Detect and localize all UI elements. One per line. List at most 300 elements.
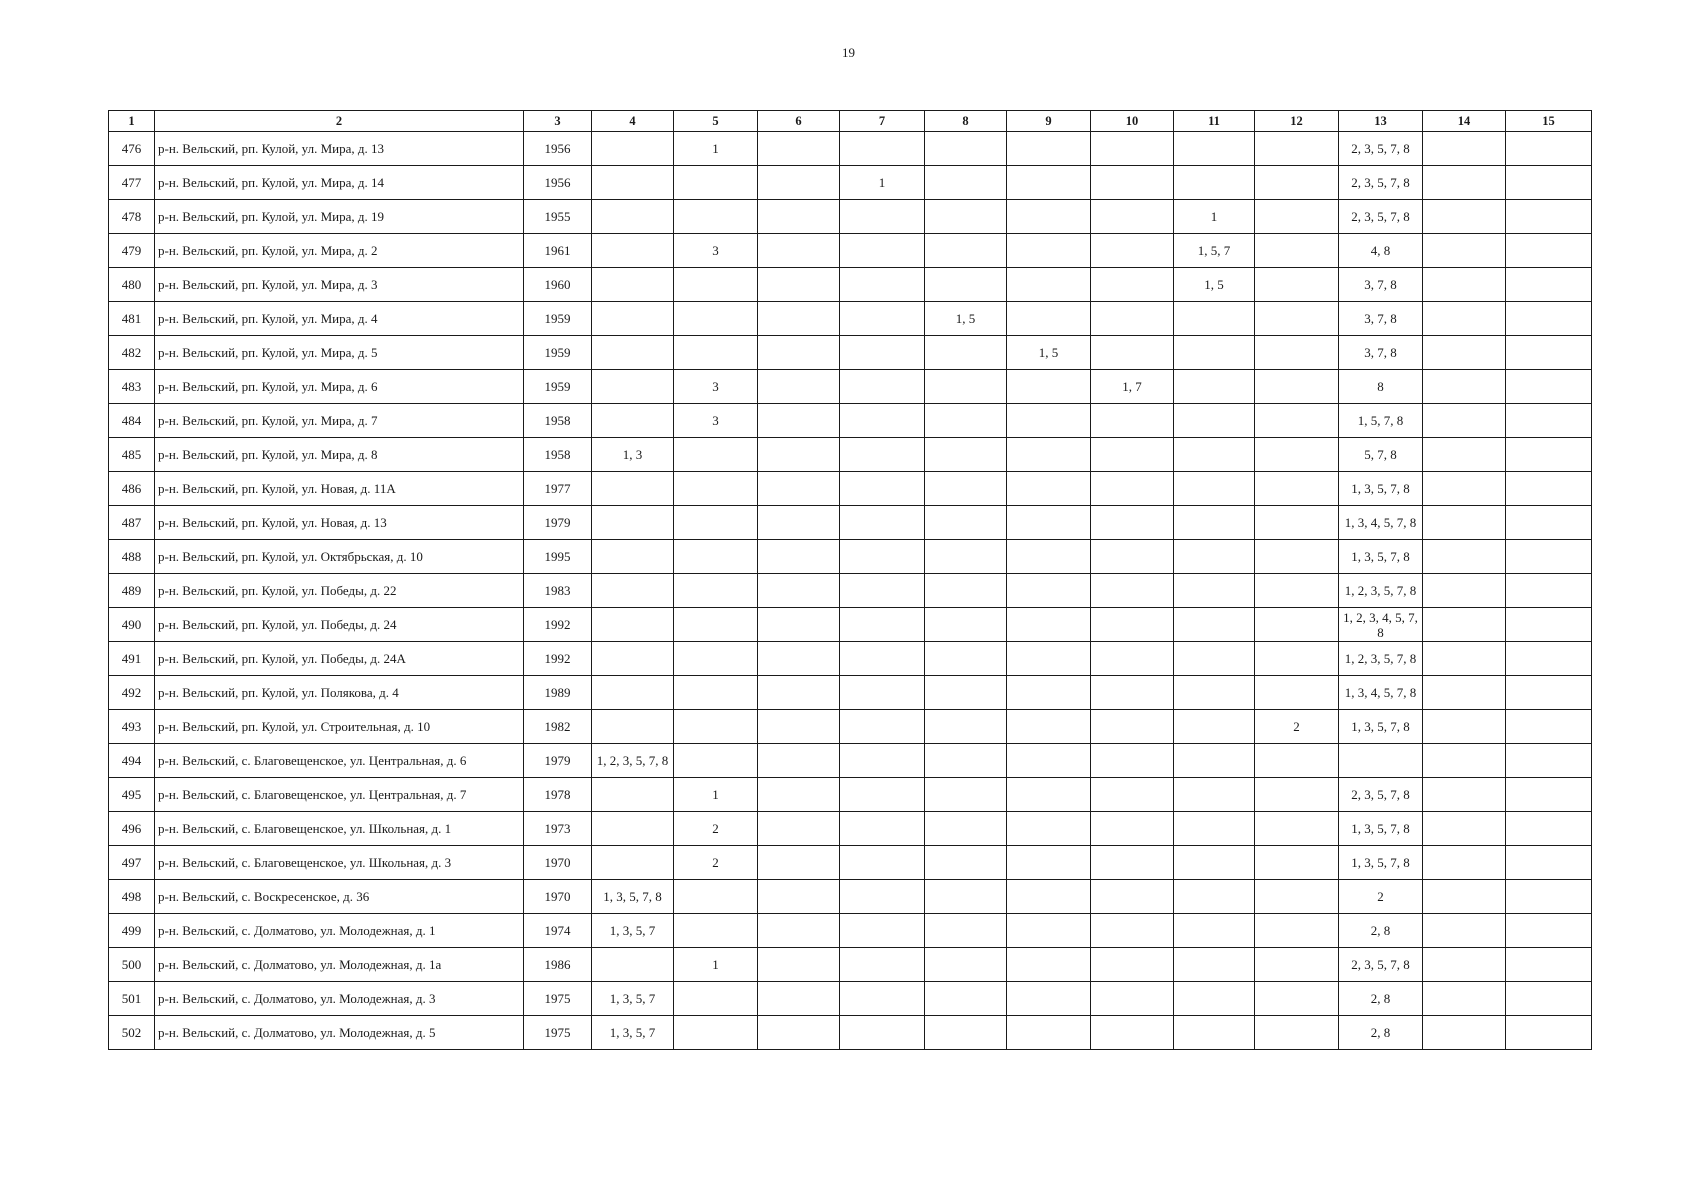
- table-cell: [1506, 200, 1592, 234]
- table-cell: [1506, 846, 1592, 880]
- table-cell: [758, 676, 840, 710]
- table-cell: [1007, 812, 1091, 846]
- table-cell: [1506, 472, 1592, 506]
- table-cell: 1, 3, 5, 7: [592, 914, 674, 948]
- table-cell: [1423, 370, 1506, 404]
- table-cell: [925, 370, 1007, 404]
- row-number-cell: 482: [109, 336, 155, 370]
- table-cell: [1255, 846, 1339, 880]
- table-cell: [674, 438, 758, 472]
- year-cell: 1975: [524, 1016, 592, 1050]
- table-cell: [1174, 472, 1255, 506]
- row-number-cell: 483: [109, 370, 155, 404]
- table-cell: 2: [1255, 710, 1339, 744]
- table-cell: 1, 3, 5, 7, 8: [1339, 540, 1423, 574]
- table-cell: [1423, 472, 1506, 506]
- column-header-12: 12: [1255, 111, 1339, 132]
- table-cell: 1, 2, 3, 5, 7, 8: [1339, 574, 1423, 608]
- table-cell: [1423, 438, 1506, 472]
- row-number-cell: 488: [109, 540, 155, 574]
- table-row: [109, 234, 1592, 268]
- table-cell: [758, 336, 840, 370]
- table-cell: [925, 574, 1007, 608]
- table-cell: [1506, 744, 1592, 778]
- table-cell: [592, 336, 674, 370]
- table-cell: [1506, 268, 1592, 302]
- row-number-cell: 476: [109, 132, 155, 166]
- table-row: [109, 302, 1592, 336]
- table-cell: [1255, 472, 1339, 506]
- row-number-cell: 496: [109, 812, 155, 846]
- table-cell: [840, 914, 925, 948]
- table-cell: [1007, 608, 1091, 642]
- table-cell: [1174, 982, 1255, 1016]
- address-cell: р-н. Вельский, рп. Кулой, ул. Мира, д. 14: [155, 166, 524, 200]
- column-header-10: 10: [1091, 111, 1174, 132]
- row-number-cell: 499: [109, 914, 155, 948]
- year-cell: 1958: [524, 404, 592, 438]
- table-cell: [1174, 608, 1255, 642]
- year-cell: 1970: [524, 846, 592, 880]
- table-cell: 2: [674, 812, 758, 846]
- table-cell: [1174, 846, 1255, 880]
- table-cell: [840, 574, 925, 608]
- table-cell: 2, 3, 5, 7, 8: [1339, 948, 1423, 982]
- year-cell: 1959: [524, 370, 592, 404]
- table-cell: [840, 336, 925, 370]
- address-cell: р-н. Вельский, рп. Кулой, ул. Новая, д. 13: [155, 506, 524, 540]
- address-cell: р-н. Вельский, с. Благовещенское, ул. Центральная, д. 7: [155, 778, 524, 812]
- address-cell: р-н. Вельский, рп. Кулой, ул. Мира, д. 5: [155, 336, 524, 370]
- address-cell: р-н. Вельский, рп. Кулой, ул. Мира, д. 8: [155, 438, 524, 472]
- table-row: [109, 200, 1592, 234]
- table-cell: [674, 642, 758, 676]
- table-cell: [1506, 778, 1592, 812]
- table-row: [109, 370, 1592, 404]
- row-number-cell: 489: [109, 574, 155, 608]
- table-cell: [758, 608, 840, 642]
- table-cell: [674, 540, 758, 574]
- table-cell: [1506, 506, 1592, 540]
- table-cell: [758, 132, 840, 166]
- table-cell: [674, 914, 758, 948]
- table-cell: 1, 3, 5, 7, 8: [592, 880, 674, 914]
- year-cell: 1956: [524, 132, 592, 166]
- table-cell: [1174, 370, 1255, 404]
- table-cell: 2, 8: [1339, 1016, 1423, 1050]
- table-cell: [758, 472, 840, 506]
- table-cell: 1, 5: [925, 302, 1007, 336]
- table-cell: [758, 302, 840, 336]
- table-cell: [1091, 166, 1174, 200]
- table-cell: [592, 132, 674, 166]
- table-cell: [1506, 812, 1592, 846]
- header-row: [109, 111, 1592, 132]
- table-cell: [1091, 506, 1174, 540]
- table-cell: [758, 914, 840, 948]
- housing-table: [108, 110, 1592, 1050]
- table-cell: 2: [1339, 880, 1423, 914]
- table-cell: [1007, 166, 1091, 200]
- table-cell: [840, 472, 925, 506]
- address-cell: р-н. Вельский, рп. Кулой, ул. Победы, д. 24А: [155, 642, 524, 676]
- table-cell: [925, 948, 1007, 982]
- year-cell: 1992: [524, 608, 592, 642]
- table-cell: 2: [674, 846, 758, 880]
- table-cell: [840, 880, 925, 914]
- table-cell: [840, 234, 925, 268]
- row-number-cell: 497: [109, 846, 155, 880]
- table-cell: [592, 574, 674, 608]
- row-number-cell: 501: [109, 982, 155, 1016]
- table-cell: [1007, 506, 1091, 540]
- table-cell: [1255, 200, 1339, 234]
- table-cell: [1255, 438, 1339, 472]
- table-cell: [1007, 404, 1091, 438]
- year-cell: 1995: [524, 540, 592, 574]
- table-cell: [1423, 914, 1506, 948]
- table-cell: [758, 574, 840, 608]
- table-cell: [1091, 914, 1174, 948]
- column-header-1: 1: [109, 111, 155, 132]
- table-cell: [1423, 506, 1506, 540]
- address-cell: р-н. Вельский, рп. Кулой, ул. Октябрьская, д. 10: [155, 540, 524, 574]
- column-header-15: 15: [1506, 111, 1592, 132]
- row-number-cell: 498: [109, 880, 155, 914]
- table-cell: [1174, 506, 1255, 540]
- table-cell: [1091, 812, 1174, 846]
- table-cell: [1506, 336, 1592, 370]
- year-cell: 1989: [524, 676, 592, 710]
- table-cell: [1423, 744, 1506, 778]
- table-row: [109, 880, 1592, 914]
- table-cell: [840, 744, 925, 778]
- table-cell: [1423, 166, 1506, 200]
- table-cell: [1423, 1016, 1506, 1050]
- column-header-2: 2: [155, 111, 524, 132]
- table-cell: [674, 472, 758, 506]
- table-cell: 1, 5, 7: [1174, 234, 1255, 268]
- table-cell: 1, 2, 3, 4, 5, 7, 8: [1339, 608, 1423, 642]
- table-cell: [1506, 302, 1592, 336]
- table-cell: [1091, 676, 1174, 710]
- table-cell: [1007, 200, 1091, 234]
- table-cell: [1506, 982, 1592, 1016]
- year-cell: 1970: [524, 880, 592, 914]
- table-row: [109, 472, 1592, 506]
- row-number-cell: 494: [109, 744, 155, 778]
- table-cell: 5, 7, 8: [1339, 438, 1423, 472]
- table-cell: [925, 132, 1007, 166]
- table-cell: [1091, 846, 1174, 880]
- table-cell: [1255, 574, 1339, 608]
- table-cell: [925, 982, 1007, 1016]
- column-header-4: 4: [592, 111, 674, 132]
- address-cell: р-н. Вельский, рп. Кулой, ул. Мира, д. 7: [155, 404, 524, 438]
- table-row: [109, 336, 1592, 370]
- table-cell: [1423, 234, 1506, 268]
- table-cell: [840, 404, 925, 438]
- column-header-8: 8: [925, 111, 1007, 132]
- row-number-cell: 500: [109, 948, 155, 982]
- table-cell: [1007, 914, 1091, 948]
- table-cell: [1255, 506, 1339, 540]
- table-cell: [1255, 948, 1339, 982]
- table-cell: [1174, 778, 1255, 812]
- year-cell: 1978: [524, 778, 592, 812]
- table-cell: [1091, 642, 1174, 676]
- table-cell: [1506, 132, 1592, 166]
- table-cell: [840, 676, 925, 710]
- table-cell: [1174, 710, 1255, 744]
- table-cell: 1, 7: [1091, 370, 1174, 404]
- address-cell: р-н. Вельский, с. Благовещенское, ул. Центральная, д. 6: [155, 744, 524, 778]
- table-cell: [1091, 540, 1174, 574]
- table-cell: 1, 3, 5, 7: [592, 1016, 674, 1050]
- table-row: [109, 982, 1592, 1016]
- table-cell: [674, 166, 758, 200]
- table-row: [109, 812, 1592, 846]
- table-cell: [1007, 540, 1091, 574]
- table-cell: 1, 3, 5, 7, 8: [1339, 472, 1423, 506]
- table-cell: [1007, 234, 1091, 268]
- table-cell: [1255, 812, 1339, 846]
- table-cell: [1506, 438, 1592, 472]
- table-cell: 1, 3, 5, 7, 8: [1339, 710, 1423, 744]
- table-cell: [1174, 438, 1255, 472]
- table-cell: [758, 370, 840, 404]
- table-row: [109, 540, 1592, 574]
- table-cell: [1174, 880, 1255, 914]
- table-cell: [1007, 268, 1091, 302]
- table-cell: [925, 1016, 1007, 1050]
- table-cell: [925, 608, 1007, 642]
- row-number-cell: 490: [109, 608, 155, 642]
- table-cell: [1007, 982, 1091, 1016]
- table-row: [109, 268, 1592, 302]
- table-cell: [925, 778, 1007, 812]
- table-cell: [1423, 710, 1506, 744]
- table-cell: [674, 982, 758, 1016]
- table-cell: [1506, 676, 1592, 710]
- table-cell: [1091, 1016, 1174, 1050]
- row-number-cell: 491: [109, 642, 155, 676]
- table-cell: [1174, 948, 1255, 982]
- table-cell: [925, 676, 1007, 710]
- table-row: [109, 404, 1592, 438]
- table-cell: [592, 472, 674, 506]
- table-cell: [1007, 710, 1091, 744]
- table-cell: 1, 3, 5, 7, 8: [1339, 846, 1423, 880]
- table-cell: [1255, 166, 1339, 200]
- year-cell: 1977: [524, 472, 592, 506]
- table-cell: [1174, 166, 1255, 200]
- year-cell: 1958: [524, 438, 592, 472]
- row-number-cell: 480: [109, 268, 155, 302]
- table-cell: [758, 506, 840, 540]
- table-cell: [1174, 914, 1255, 948]
- column-header-9: 9: [1007, 111, 1091, 132]
- table-cell: [1423, 268, 1506, 302]
- row-number-cell: 502: [109, 1016, 155, 1050]
- row-number-cell: 478: [109, 200, 155, 234]
- year-cell: 1960: [524, 268, 592, 302]
- address-cell: р-н. Вельский, рп. Кулой, ул. Полякова, д. 4: [155, 676, 524, 710]
- address-cell: р-н. Вельский, рп. Кулой, ул. Мира, д. 13: [155, 132, 524, 166]
- table-cell: [840, 506, 925, 540]
- table-cell: [592, 812, 674, 846]
- table-row: [109, 778, 1592, 812]
- table-cell: [1174, 302, 1255, 336]
- table-cell: [1255, 642, 1339, 676]
- table-cell: 1, 5: [1174, 268, 1255, 302]
- table-cell: [1007, 302, 1091, 336]
- table-cell: [1007, 744, 1091, 778]
- table-cell: [1007, 948, 1091, 982]
- table-cell: [1423, 132, 1506, 166]
- year-cell: 1955: [524, 200, 592, 234]
- year-cell: 1983: [524, 574, 592, 608]
- table-cell: [1506, 880, 1592, 914]
- year-cell: 1961: [524, 234, 592, 268]
- table-cell: [1174, 812, 1255, 846]
- table-cell: [1506, 710, 1592, 744]
- table-cell: [1423, 880, 1506, 914]
- table-cell: [592, 948, 674, 982]
- table-cell: [1174, 574, 1255, 608]
- table-cell: [758, 642, 840, 676]
- table-cell: 4, 8: [1339, 234, 1423, 268]
- year-cell: 1974: [524, 914, 592, 948]
- table-cell: [758, 744, 840, 778]
- table-cell: 1, 3, 4, 5, 7, 8: [1339, 676, 1423, 710]
- column-header-6: 6: [758, 111, 840, 132]
- table-cell: [674, 1016, 758, 1050]
- address-cell: р-н. Вельский, рп. Кулой, ул. Мира, д. 4: [155, 302, 524, 336]
- table-cell: [925, 200, 1007, 234]
- address-cell: р-н. Вельский, рп. Кулой, ул. Мира, д. 3: [155, 268, 524, 302]
- table-cell: [1007, 132, 1091, 166]
- address-cell: р-н. Вельский, рп. Кулой, ул. Победы, д. 24: [155, 608, 524, 642]
- table-cell: [1255, 880, 1339, 914]
- table-cell: [1091, 132, 1174, 166]
- column-header-5: 5: [674, 111, 758, 132]
- table-cell: [592, 302, 674, 336]
- table-cell: [840, 608, 925, 642]
- table-row: [109, 710, 1592, 744]
- table-cell: [1091, 302, 1174, 336]
- table-row: [109, 506, 1592, 540]
- table-cell: [1007, 438, 1091, 472]
- table-cell: [840, 642, 925, 676]
- table-cell: [674, 744, 758, 778]
- address-cell: р-н. Вельский, рп. Кулой, ул. Строительная, д. 10: [155, 710, 524, 744]
- table-cell: [1506, 404, 1592, 438]
- table-cell: [840, 438, 925, 472]
- table-cell: [1255, 234, 1339, 268]
- table-cell: [674, 710, 758, 744]
- table-cell: [1506, 914, 1592, 948]
- table-cell: [674, 302, 758, 336]
- table-cell: 3, 7, 8: [1339, 268, 1423, 302]
- table-row: [109, 166, 1592, 200]
- table-cell: [925, 404, 1007, 438]
- table-cell: [758, 540, 840, 574]
- table-cell: [758, 1016, 840, 1050]
- table-cell: 1: [840, 166, 925, 200]
- table-cell: [1423, 778, 1506, 812]
- column-header-7: 7: [840, 111, 925, 132]
- table-row: [109, 574, 1592, 608]
- table-cell: [674, 336, 758, 370]
- table-row: [109, 608, 1592, 642]
- table-cell: [1174, 676, 1255, 710]
- table-cell: [1423, 404, 1506, 438]
- table-cell: [925, 846, 1007, 880]
- table-cell: [1174, 642, 1255, 676]
- year-cell: 1959: [524, 302, 592, 336]
- table-cell: [1007, 778, 1091, 812]
- table-cell: [674, 574, 758, 608]
- table-cell: [592, 166, 674, 200]
- table-cell: [1091, 404, 1174, 438]
- table-cell: [840, 1016, 925, 1050]
- table-row: [109, 642, 1592, 676]
- table-cell: 1, 2, 3, 5, 7, 8: [1339, 642, 1423, 676]
- year-cell: 1986: [524, 948, 592, 982]
- table-cell: [840, 812, 925, 846]
- table-cell: [758, 234, 840, 268]
- table-cell: 3: [674, 404, 758, 438]
- column-header-13: 13: [1339, 111, 1423, 132]
- table-cell: [1007, 370, 1091, 404]
- table-cell: 1, 5: [1007, 336, 1091, 370]
- table-cell: [925, 166, 1007, 200]
- address-cell: р-н. Вельский, рп. Кулой, ул. Мира, д. 6: [155, 370, 524, 404]
- table-cell: [592, 642, 674, 676]
- table-cell: [592, 676, 674, 710]
- table-cell: [925, 880, 1007, 914]
- table-cell: [925, 540, 1007, 574]
- year-cell: 1979: [524, 506, 592, 540]
- column-header-14: 14: [1423, 111, 1506, 132]
- row-number-cell: 486: [109, 472, 155, 506]
- table-cell: [925, 812, 1007, 846]
- table-cell: [674, 200, 758, 234]
- table-cell: [1091, 948, 1174, 982]
- table-cell: [925, 642, 1007, 676]
- table-cell: [925, 438, 1007, 472]
- year-cell: 1992: [524, 642, 592, 676]
- table-cell: [1007, 846, 1091, 880]
- address-cell: р-н. Вельский, с. Долматово, ул. Молодежная, д. 5: [155, 1016, 524, 1050]
- table-cell: [1091, 710, 1174, 744]
- year-cell: 1975: [524, 982, 592, 1016]
- table-cell: [592, 506, 674, 540]
- table-cell: [1423, 812, 1506, 846]
- table-cell: [1007, 676, 1091, 710]
- address-cell: р-н. Вельский, с. Долматово, ул. Молодежная, д. 3: [155, 982, 524, 1016]
- table-cell: [1255, 608, 1339, 642]
- table-cell: 8: [1339, 370, 1423, 404]
- table-cell: [1423, 302, 1506, 336]
- table-cell: 1: [674, 778, 758, 812]
- table-cell: [1423, 982, 1506, 1016]
- table-cell: [1423, 200, 1506, 234]
- table-cell: [1255, 302, 1339, 336]
- table-cell: [1255, 914, 1339, 948]
- table-cell: [1007, 574, 1091, 608]
